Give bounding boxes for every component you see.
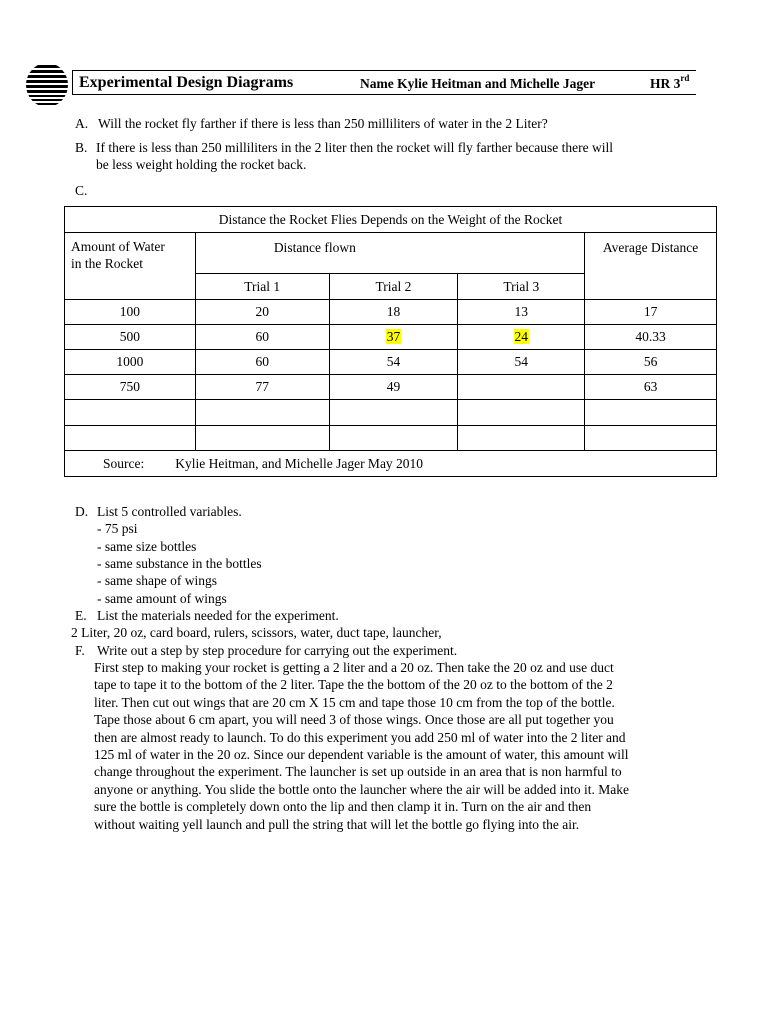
header-amount-line2: in the Rocket — [71, 256, 143, 271]
section-e-prompt: List the materials needed for the experiment. — [97, 608, 339, 623]
header-distance-flown: Distance flown — [195, 233, 584, 274]
cell-trial-2: 18 — [329, 300, 458, 325]
procedure-line: sure the bottle is completely down onto the lip and then clamp it in. Turn on the air and then — [94, 799, 592, 815]
striped-globe-logo-icon — [26, 63, 68, 107]
controlled-variable-item: - same substance in the bottles — [97, 556, 262, 571]
cell-trial-1: 60 — [195, 350, 329, 375]
section-b-hypothesis-line2: be less weight holding the rocket back. — [96, 157, 307, 172]
controlled-variable-item: - 75 psi — [97, 521, 138, 536]
cell-amount: 1000 — [65, 350, 196, 375]
cell-trial-3: 54 — [458, 350, 585, 375]
header-rule-bottom — [72, 94, 696, 95]
table-row — [65, 375, 717, 400]
section-d-prompt: List 5 controlled variables. — [97, 504, 242, 519]
table-row-empty — [65, 426, 717, 451]
table-row — [65, 325, 717, 350]
section-c-label: C. — [75, 183, 88, 198]
table-row — [65, 300, 717, 325]
section-f-prompt: Write out a step by step procedure for carrying out the experiment. — [97, 643, 458, 658]
section-e-label: E. — [75, 608, 87, 623]
procedure-line: change throughout the experiment. The launcher is set up outside in an area that is non harmful to — [94, 764, 622, 780]
section-a-question: Will the rocket fly farther if there is less than 250 milliliters of water in the 2 Liter? — [98, 116, 548, 131]
header-trial-2: Trial 2 — [329, 274, 458, 300]
table-row-empty — [65, 400, 717, 426]
header-trial-3: Trial 3 — [458, 274, 585, 300]
table-source — [65, 451, 717, 477]
homeroom-suffix: rd — [680, 73, 690, 83]
homeroom-prefix: HR 3 — [650, 76, 681, 91]
procedure-line: then are almost ready to launch. To do this experiment you add 250 ml of water into the 2 liter and — [94, 729, 626, 745]
procedure-line: liter. Then cut out wings that are 20 cm X 15 cm and tape those 10 cm from the top of the bottle. — [94, 694, 615, 710]
cell-trial-3-highlighted — [458, 325, 585, 350]
highlighted-value: 37 — [386, 329, 401, 344]
header-rule-top — [72, 70, 696, 71]
source-label: Source: — [103, 455, 145, 471]
table-title: Distance the Rocket Flies Depends on the Weight of the Rocket — [65, 207, 717, 233]
procedure-line: 125 ml of water in the 20 oz. Since our dependent variable is the amount of water, this amount will — [94, 747, 629, 763]
source-text: Kylie Heitman, and Michelle Jager May 2010 — [175, 455, 424, 471]
section-b-hypothesis-line1: If there is less than 250 milliliters in the 2 liter then the rocket will fly farther because there will — [96, 140, 613, 155]
data-table — [64, 206, 717, 477]
header-left-bar — [72, 70, 73, 95]
controlled-variable-item: - same amount of wings — [97, 591, 227, 606]
cell-trial-3 — [458, 375, 585, 400]
cell-amount: 500 — [65, 325, 196, 350]
header-amount-line1: Amount of Water — [71, 239, 165, 254]
header-amount-of-water — [65, 233, 196, 300]
cell-average: 40.33 — [585, 325, 717, 350]
cell-amount: 750 — [65, 375, 196, 400]
procedure-line: anyone or anything. You slide the bottle onto the launcher where the air will be added into it. Make — [94, 781, 629, 797]
header-trial-1: Trial 1 — [195, 274, 329, 300]
cell-average: 17 — [585, 300, 717, 325]
section-b-label: B. — [75, 140, 88, 155]
cell-trial-1: 20 — [195, 300, 329, 325]
cell-trial-2: 49 — [329, 375, 458, 400]
procedure-line: without waiting yell launch and pull the string that will let the bottle go flying into the air. — [94, 816, 580, 832]
section-d-label: D. — [75, 504, 89, 519]
cell-average: 63 — [585, 375, 717, 400]
cell-trial-3: 13 — [458, 300, 585, 325]
highlighted-value: 24 — [514, 329, 529, 344]
table-row — [65, 350, 717, 375]
materials-list: 2 Liter, 20 oz, card board, rulers, scissors, water, duct tape, launcher, — [71, 625, 442, 640]
cell-trial-2-highlighted — [329, 325, 458, 350]
cell-trial-2: 54 — [329, 350, 458, 375]
controlled-variable-item: - same size bottles — [97, 539, 197, 554]
procedure-line: tape to tape it to the bottom of the 2 liter. Tape the the bottom of the 20 oz to the bottom of the 2 — [94, 677, 613, 693]
section-a-label: A. — [75, 116, 89, 131]
cell-amount: 100 — [65, 300, 196, 325]
cell-trial-1: 60 — [195, 325, 329, 350]
procedure-paragraph — [94, 659, 694, 833]
cell-trial-1: 77 — [195, 375, 329, 400]
procedure-line: Tape those about 6 cm apart, you will need 3 of those wings. Once those are all put together you — [94, 712, 614, 728]
section-f-label: F. — [75, 643, 85, 658]
document-title: Experimental Design Diagrams — [79, 74, 294, 91]
procedure-line: First step to making your rocket is getting a 2 liter and a 20 oz. Then take the 20 oz and use duct — [94, 660, 614, 675]
header-average-distance: Average Distance — [585, 233, 717, 300]
homeroom-label — [650, 73, 690, 92]
cell-average: 56 — [585, 350, 717, 375]
controlled-variable-item: - same shape of wings — [97, 573, 217, 588]
student-names: Name Kylie Heitman and Michelle Jager — [360, 76, 596, 91]
